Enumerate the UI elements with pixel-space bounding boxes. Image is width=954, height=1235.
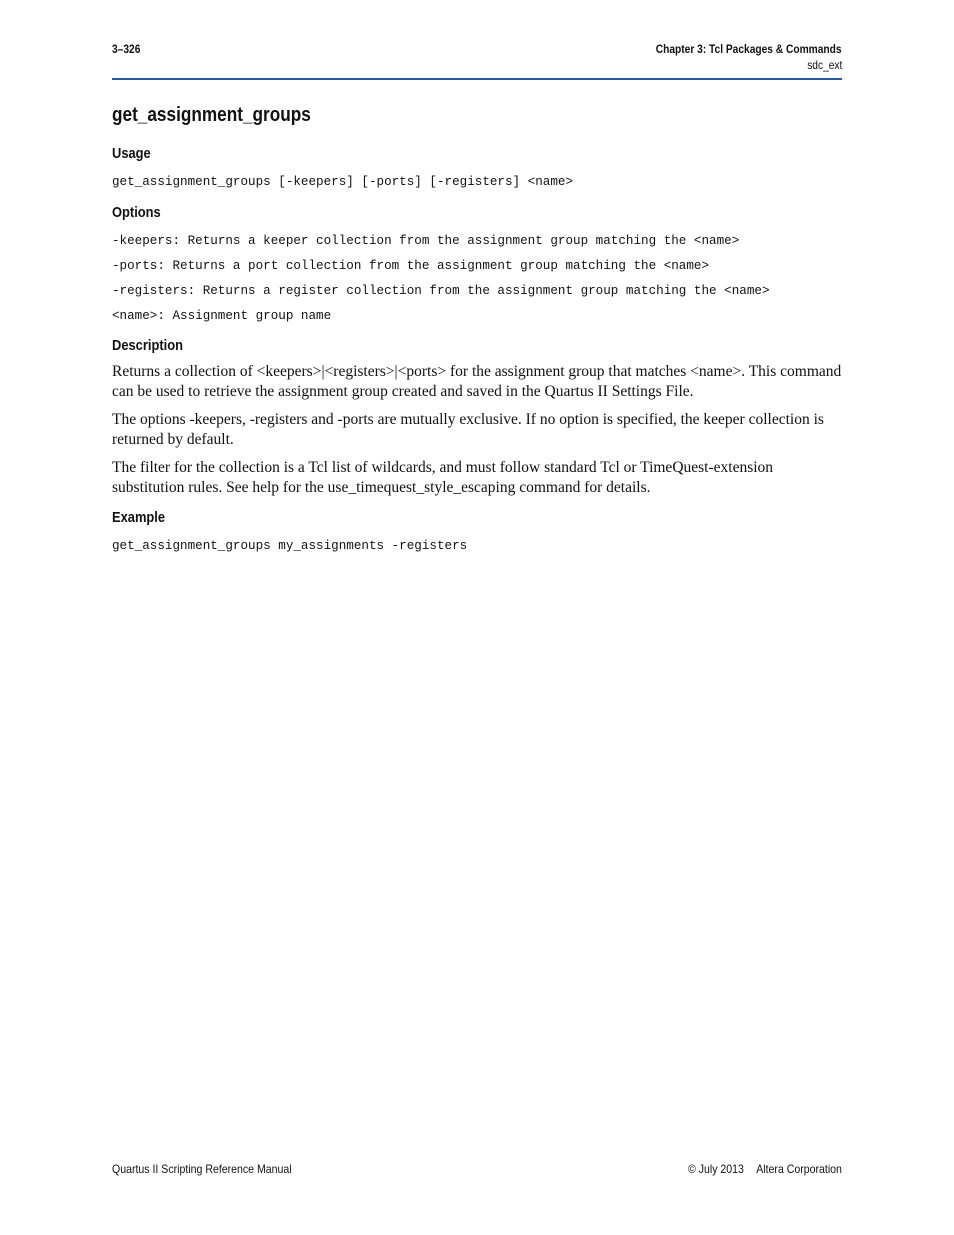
options-heading: Options (112, 204, 161, 221)
usage-heading: Usage (112, 145, 151, 162)
page-content (112, 104, 844, 559)
example-heading: Example (112, 509, 166, 526)
command-title: get_assignment_groups (112, 104, 311, 126)
page-header (112, 42, 842, 80)
description-body (112, 362, 844, 497)
footer-copyright (688, 1162, 842, 1176)
description-heading: Description (112, 337, 183, 354)
option-name: <name>: Assignment group name (112, 309, 332, 323)
usage-code: get_assignment_groups [-keepers] [-ports] [-registers] <name> (112, 175, 574, 189)
section-name: sdc_ext (806, 58, 842, 72)
options-list (112, 229, 844, 329)
footer-manual-title: Quartus II Scripting Reference Manual (112, 1162, 292, 1176)
example-code: get_assignment_groups my_assignments -registers (112, 539, 468, 553)
chapter-title: Chapter 3: Tcl Packages & Commands (656, 42, 842, 56)
option-keepers: -keepers: Returns a keeper collection from the assignment group matching the <name> (112, 234, 740, 248)
option-registers: -registers: Returns a register collection from the assignment group matching the <name> (112, 284, 770, 298)
description-paragraph: The options -keepers, -registers and -ports are mutually exclusive. If no option is specified, the keeper collection is returned by default. (112, 411, 824, 448)
footer-date: © July 2013 (688, 1162, 744, 1176)
description-paragraph: The filter for the collection is a Tcl list of wildcards, and must follow standard Tcl or TimeQuest-extension substitution rules. See help for the use_timequest_style_escaping command for details. (112, 459, 774, 496)
option-ports: -ports: Returns a port collection from the assignment group matching the <name> (112, 259, 710, 273)
footer-company: Altera Corporation (756, 1162, 842, 1176)
page-number: 3–326 (112, 42, 141, 56)
description-paragraph: Returns a collection of <keepers>|<registers>|<ports> for the assignment group that matches <name>. This command can be used to retrieve the assignment group created and saved in the Quartus II Settings File. (112, 363, 842, 400)
